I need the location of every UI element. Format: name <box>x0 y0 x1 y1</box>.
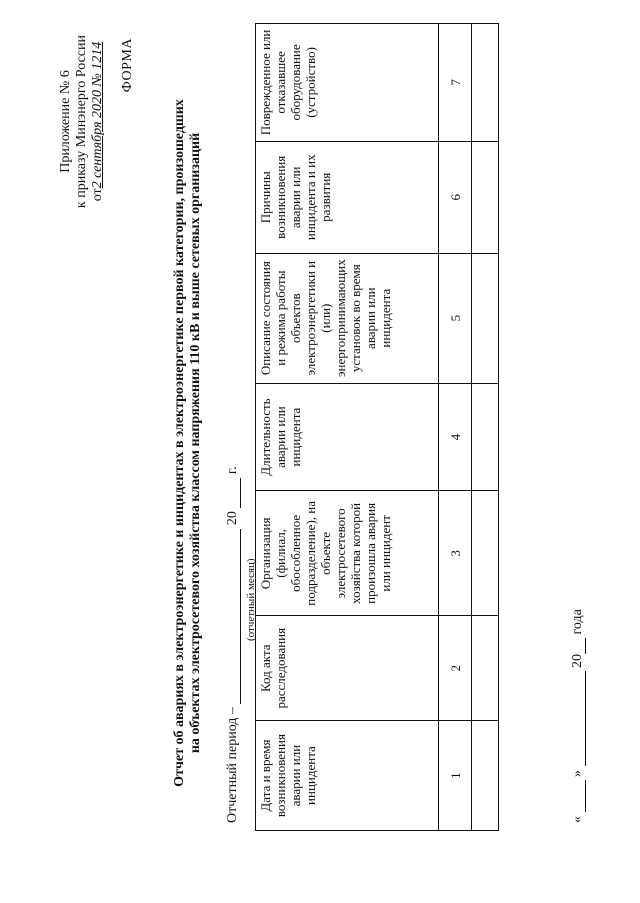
period-label: Отчетный период – <box>225 707 240 823</box>
period-month-line[interactable] <box>240 529 241 704</box>
header-act-code: Код акта расследования <box>256 616 439 721</box>
reporting-period <box>225 466 241 823</box>
handwritten-date: 2 сентября 2020 № 1214 <box>90 41 105 189</box>
header-equipment: Поврежденное или отказавшее оборудование (устройство) <box>256 24 439 142</box>
period-hint: (отчетный месяц) <box>245 558 257 641</box>
date-close-quote: » <box>570 770 585 777</box>
header-description: Описание состояния и режима работы объектов электроэнергетики и (или) энергопринимающих установок во время аварии или инцидента <box>256 253 439 383</box>
report-title-line-2: на объектах электросетевого хозяйства классом напряжения 110 кВ и выше сетевых организаций <box>188 132 203 754</box>
signature-date <box>570 609 586 823</box>
column-number: 7 <box>439 24 472 142</box>
table-cell[interactable] <box>472 383 499 491</box>
report-table <box>255 23 499 831</box>
report-title-line-1: Отчет об авариях в электроэнергетике и инцидентах в электроэнергетике первой категории, произошедших <box>172 99 187 787</box>
annex-order: к приказу Минэнерго России <box>74 35 89 209</box>
report-title <box>172 93 204 793</box>
header-date-time: Дата и время возникновения аварии или инцидента <box>256 721 439 831</box>
period-year-suffix: г. <box>225 466 240 475</box>
date-year-suffix: года <box>570 609 585 635</box>
annex-block <box>58 35 106 208</box>
table-number-row <box>439 24 472 831</box>
period-year-line[interactable] <box>240 478 241 508</box>
annex-number: Приложение № 6 <box>58 70 73 173</box>
table-cell[interactable] <box>472 491 499 616</box>
table-cell[interactable] <box>472 24 499 142</box>
date-year-prefix: 20 <box>570 654 585 668</box>
column-number: 1 <box>439 721 472 831</box>
column-number: 3 <box>439 491 472 616</box>
annex-date <box>90 35 106 208</box>
table-cell[interactable] <box>472 721 499 831</box>
header-causes: Причины возникновения аварии или инцидента и их развития <box>256 141 439 253</box>
table-empty-row <box>472 24 499 831</box>
date-open-quote: « <box>570 816 585 823</box>
table-cell[interactable] <box>472 253 499 383</box>
table-cell[interactable] <box>472 616 499 721</box>
date-month-line[interactable] <box>585 672 586 767</box>
header-organization: Организация (филиал, обособленное подразделение), на объекте электросетевого хозяйства которой произошла авария или инцидент <box>256 491 439 616</box>
annex-date-prefix: от <box>90 188 105 202</box>
table-header-row <box>256 24 439 831</box>
form-label: ФОРМА <box>120 38 135 93</box>
header-duration: Длительность аварии или инцидента <box>256 383 439 491</box>
period-year-prefix: 20 <box>225 511 240 526</box>
column-number: 2 <box>439 616 472 721</box>
date-year-line[interactable] <box>585 638 586 654</box>
column-number: 5 <box>439 253 472 383</box>
date-day-line[interactable] <box>585 781 586 813</box>
table-cell[interactable] <box>472 141 499 253</box>
column-number: 6 <box>439 141 472 253</box>
column-number: 4 <box>439 383 472 491</box>
